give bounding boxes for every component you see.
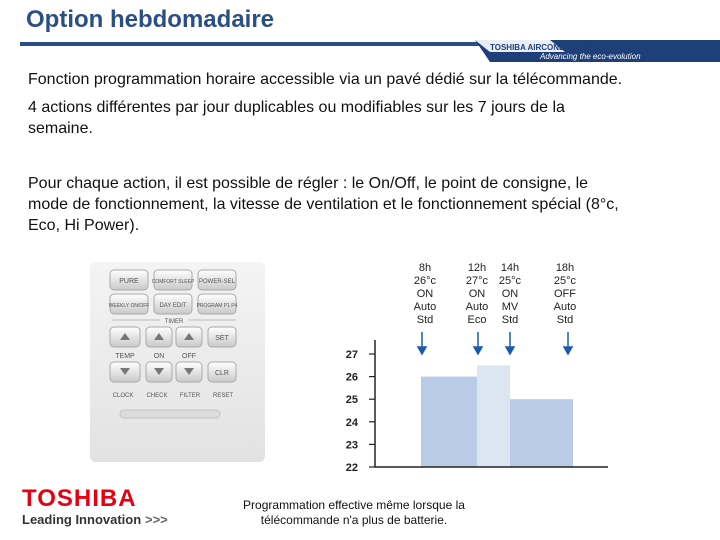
set-button-label: SET	[215, 335, 229, 342]
reset-label: RESET	[212, 393, 234, 399]
schedule-fan: Eco	[467, 314, 487, 326]
schedule-temp: 25°c	[498, 275, 522, 287]
y-tick-label: 27	[345, 349, 358, 361]
schedule-column-8h	[405, 262, 445, 327]
schedule-power: ON	[416, 288, 434, 300]
schedule-mode: Auto	[465, 301, 489, 313]
y-tick-label: 26	[345, 371, 358, 384]
schedule-fan: Std	[501, 314, 519, 326]
battery-note	[238, 498, 470, 528]
filter-label: FILTER	[179, 393, 201, 399]
schedule-fan: Std	[416, 314, 434, 326]
schedule-temp: 27°c	[465, 275, 489, 287]
chevrons-icon: >>>	[145, 512, 168, 527]
y-ticks	[346, 349, 375, 474]
battery-note-line-1: Programmation effective même lorsque la	[243, 498, 465, 512]
schedule-mode: MV	[501, 301, 519, 313]
body-line-1: Fonction programmation horaire accessible via un pavé dédié sur la télécommande.	[28, 71, 623, 88]
weekly-button-label: WEEKLY ON/OFF	[108, 303, 150, 309]
leading-innovation-text: Leading Innovation	[22, 512, 142, 527]
check-label: CHECK	[146, 393, 168, 399]
on-label: ON	[153, 353, 165, 360]
temperature-schedule-chart	[330, 330, 610, 475]
slide-title: Option hebdomadaire	[26, 6, 275, 33]
timer-label: TIMER	[164, 319, 184, 325]
schedule-time: 12h	[467, 262, 487, 274]
battery-note-line-2: télécommande n'a plus de batterie.	[260, 513, 448, 527]
toshiba-airconditioning-banner	[20, 40, 720, 62]
y-tick-label: 25	[345, 394, 358, 407]
body-line-6: Eco, Hi Power).	[28, 217, 140, 234]
body-line-2: 4 actions différentes par jour duplicables ou modifiables sur les 7 jours de la	[28, 99, 565, 116]
schedule-power: ON	[468, 288, 486, 300]
body-line-3: semaine.	[28, 120, 93, 137]
banner-tagline: Advancing the eco-evolution	[540, 52, 641, 61]
body-line-5: mode de fonctionnement, la vitesse de ventilation et le fonctionnement spécial (8°c,	[28, 196, 619, 213]
schedule-mode: Auto	[553, 301, 577, 313]
toshiba-logo	[20, 484, 220, 529]
schedule-fan: Std	[556, 314, 574, 326]
schedule-power: OFF	[554, 288, 576, 300]
program-button-label: PROGRAM P1 P4	[196, 303, 238, 309]
schedule-mode: Auto	[413, 301, 437, 313]
comfort-sleep-label: COMFORT SLEEP	[151, 279, 195, 285]
banner-text: TOSHIBA AIRCONDITIONING	[490, 43, 601, 52]
y-tick-label: 24	[345, 416, 358, 429]
temp-label: TEMP	[115, 353, 135, 360]
toshiba-logo-text: TOSHIBA	[22, 485, 137, 512]
schedule-temp: 25°c	[553, 275, 577, 287]
battery-slot	[120, 410, 220, 418]
remote-control-keypad	[90, 262, 275, 462]
day-edit-label: DAY EDIT	[159, 303, 187, 309]
chart-bars	[421, 365, 573, 467]
off-label: OFF	[182, 353, 196, 360]
pure-button-label: PURE	[119, 278, 139, 285]
clock-label: CLOCK	[112, 393, 134, 399]
clr-button-label: CLR	[214, 370, 230, 377]
schedule-time: 8h	[418, 262, 432, 274]
schedule-power: ON	[501, 288, 519, 300]
schedule-column-14h	[490, 262, 530, 327]
schedule-time: 18h	[555, 262, 575, 274]
chart-bar-12h-14h	[477, 365, 510, 467]
power-sel-label: POWER-SEL	[198, 279, 236, 285]
schedule-temp: 26°c	[413, 275, 437, 287]
y-tick-label: 22	[345, 462, 358, 474]
chart-bar-8h-12h	[421, 377, 477, 467]
schedule-column-18h	[545, 262, 585, 327]
chart-bar-14h-18h	[510, 399, 573, 467]
y-tick-label: 23	[345, 439, 358, 452]
body-line-4: Pour chaque action, il est possible de régler : le On/Off, le point de consigne, le	[28, 175, 589, 192]
schedule-time: 14h	[500, 262, 520, 274]
